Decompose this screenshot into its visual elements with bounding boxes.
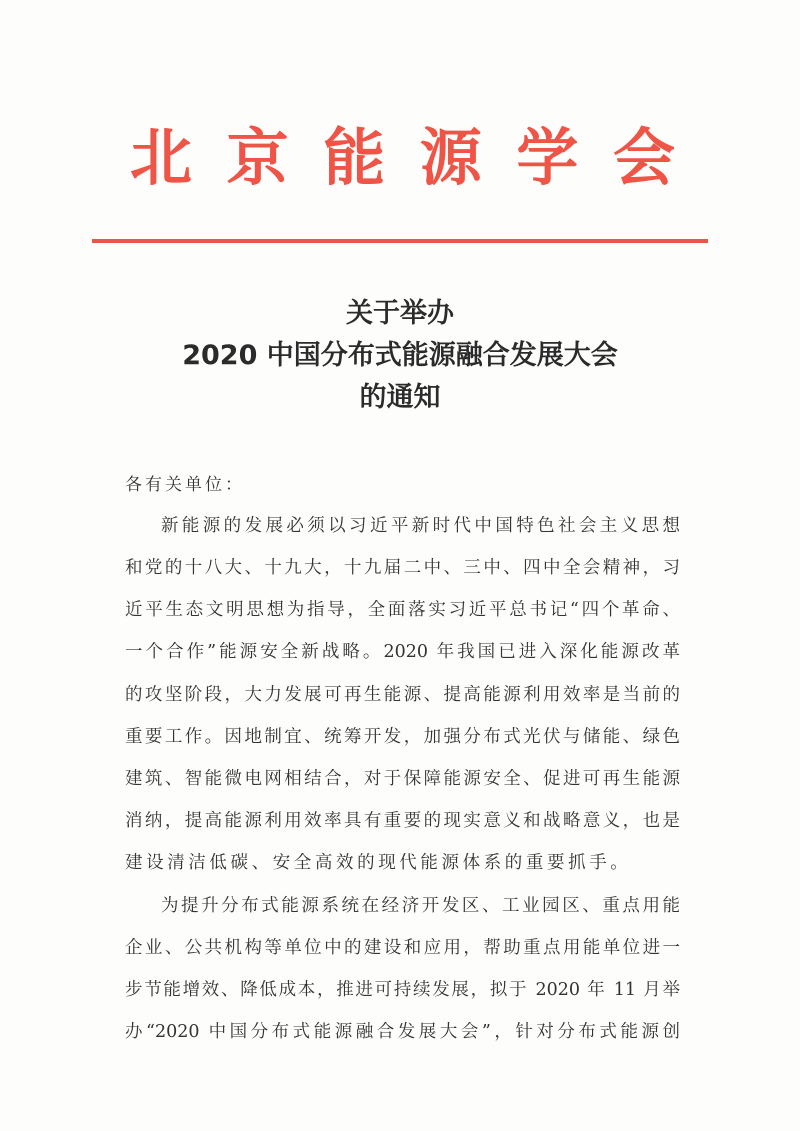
paragraph-1-line: 建筑、智能微电网相结合，对于保障能源安全、促进可再生能源	[125, 769, 680, 789]
letterhead-divider	[92, 239, 708, 243]
paragraph-1-line: 一个合作”能源安全新战略。2020 年我国已进入深化能源改革	[125, 642, 680, 662]
paragraph-2-line: 办“2020 中国分布式能源融合发展大会”，针对分布式能源创	[125, 1022, 680, 1042]
doc-title-line-1: 关于举办	[346, 298, 454, 329]
letterhead-char: 学	[516, 121, 579, 194]
paragraph-1-line: 重要工作。因地制宜、统筹开发，加强分布式光伏与储能、绿色	[125, 727, 680, 747]
paragraph-2-line: 步节能增效、降低成本，推进可持续发展，拟于 2020 年 11 月举	[125, 980, 680, 1000]
paragraph-1-line: 的攻坚阶段，大力发展可再生能源、提高能源利用效率是当前的	[125, 685, 680, 705]
doc-title-line-3: 的通知	[359, 382, 441, 413]
paragraph-1-line: 近平生态文明思想为指导，全面落实习近平总书记“四个革命、	[125, 600, 680, 620]
letterhead-char: 会	[612, 121, 675, 194]
paragraph-1-line: 建设清洁低碳、安全高效的现代能源体系的重要抓手。	[125, 853, 632, 873]
letterhead-char: 北	[130, 121, 193, 194]
paragraph-1-line: 和党的十八大、十九大，十九届二中、三中、四中全会精神，习	[125, 558, 680, 578]
paragraph-2-line: 企业、公共机构等单位中的建设和应用，帮助重点用能单位进一	[125, 938, 680, 958]
salutation: 各有关单位：	[125, 475, 245, 495]
paragraph-2-line: 为提升分布式能源系统在经济开发区、工业园区、重点用能	[161, 896, 680, 916]
letterhead-char: 能	[323, 121, 386, 194]
doc-title-line-2: 2020 中国分布式能源融合发展大会	[182, 340, 618, 371]
paragraph-1-line: 消纳，提高能源利用效率具有重要的现实意义和战略意义，也是	[125, 811, 680, 831]
letterhead-char: 京	[226, 121, 289, 194]
paragraph-1-line: 新能源的发展必须以习近平新时代中国特色社会主义思想	[161, 516, 680, 536]
org-letterhead	[130, 120, 675, 196]
letterhead-char: 源	[419, 121, 482, 194]
